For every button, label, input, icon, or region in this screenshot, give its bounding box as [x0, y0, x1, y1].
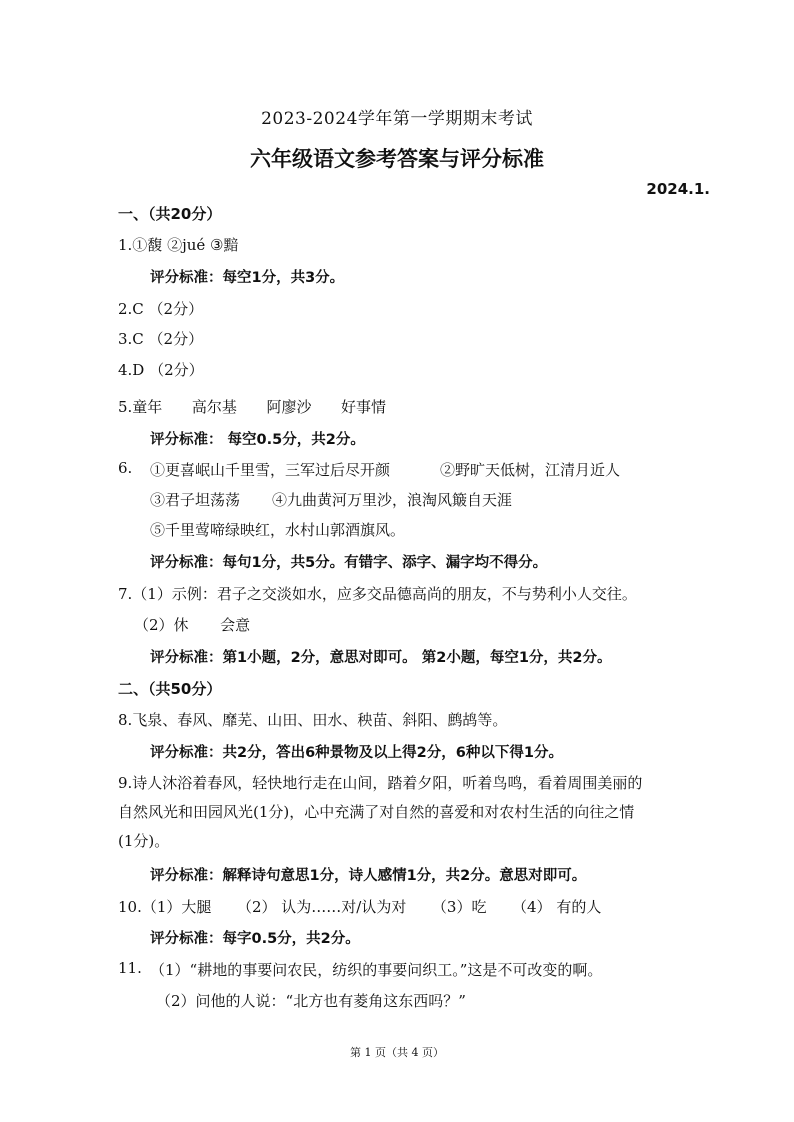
- q5-item-2: 阿廖沙: [266, 398, 312, 416]
- q5-criteria: 评分标准： 每空0.5分，共2分。: [150, 432, 365, 448]
- q10-part-3: （3）吃: [431, 898, 487, 916]
- q10-part-1: 10.（1）大腿: [118, 898, 212, 916]
- page-footer: 第 1 页（共 4 页）: [350, 1046, 444, 1059]
- q6-answer-4: ④九曲黄河万里沙，浪淘风簸自天涯: [272, 491, 513, 509]
- q6-answer-1: ①更喜岷山千里雪，三军过后尽开颜: [150, 461, 391, 479]
- q5-answer: [118, 396, 386, 417]
- q5-item-3: 好事情: [341, 398, 387, 416]
- q6-answer-3: ③君子坦荡荡: [150, 491, 241, 509]
- q11-num: 11.: [118, 959, 142, 977]
- q7-part-1: 7.（1）示例：君子之交淡如水，应多交品德高尚的朋友，不与势利小人交往。: [118, 585, 637, 603]
- q2-answer: 2.C （2分）: [118, 300, 204, 318]
- q1-criteria: 评分标准：每空1分，共3分。: [150, 270, 345, 286]
- section-2-heading: 二、（共50分）: [118, 680, 222, 698]
- document-subtitle: 六年级语文参考答案与评分标准: [250, 147, 544, 171]
- q9-line-3: (1分)。: [118, 832, 170, 850]
- q5-num: 5.童年: [118, 398, 163, 416]
- q11-part-1: （1）“耕地的事要问农民，纺织的事要问织工。”这是不可改变的啊。: [150, 961, 603, 979]
- q3-answer: 3.C （2分）: [118, 330, 204, 348]
- q7-part-2-answer: （2）休: [134, 616, 189, 634]
- q1-answer: 1.①馥 ②jué ③黯: [118, 236, 239, 254]
- q10-criteria: 评分标准：每字0.5分，共2分。: [150, 931, 360, 947]
- q7-criteria: 评分标准：第1小题，2分，意思对即可。 第2小题，每空1分，共2分。: [150, 650, 612, 666]
- document-date: 2024.1.: [646, 180, 710, 198]
- q8-answer: 8.飞泉、春风、靡芜、山田、田水、秧苗、斜阳、鹧鸪等。: [118, 711, 508, 729]
- q7-part-2: [134, 614, 250, 635]
- q6-answer-5: ⑤千里莺啼绿映红，水村山郭酒旗风。: [150, 521, 406, 539]
- exam-title: 2023-2024学年第一学期期末考试: [261, 109, 533, 129]
- q9-line-2: 自然风光和田园风光(1分)，心中充满了对自然的喜爱和对农村生活的向往之情: [118, 803, 635, 821]
- q8-criteria: 评分标准：共2分，答出6种景物及以上得2分，6种以下得1分。: [150, 745, 563, 761]
- section-1-heading: 一、（共20分）: [118, 205, 222, 223]
- q6-num: 6.: [118, 459, 133, 477]
- q6-criteria: 评分标准：每句1分，共5分。有错字、添字、漏字均不得分。: [150, 555, 548, 571]
- q11-part-2: （2）问他的人说：“北方也有菱角这东西吗？”: [156, 992, 466, 1010]
- q5-item-1: 高尔基: [191, 398, 237, 416]
- q7-part-2-type: 会意: [220, 616, 251, 634]
- q4-answer: 4.D （2分）: [118, 361, 204, 379]
- q6-answer-2: ②野旷天低树，江清月近人: [440, 461, 621, 479]
- q9-line-1: 9.诗人沐浴着春风，轻快地行走在山间，踏着夕阳，听着鸟鸣，看着周围美丽的: [118, 774, 643, 792]
- q9-criteria: 评分标准：解释诗句意思1分，诗人感情1分，共2分。意思对即可。: [150, 868, 587, 884]
- q10-part-4: （4） 有的人: [512, 898, 602, 916]
- q10-part-2: （2） 认为……对/认为对: [236, 898, 407, 916]
- q10-answer: [118, 896, 601, 917]
